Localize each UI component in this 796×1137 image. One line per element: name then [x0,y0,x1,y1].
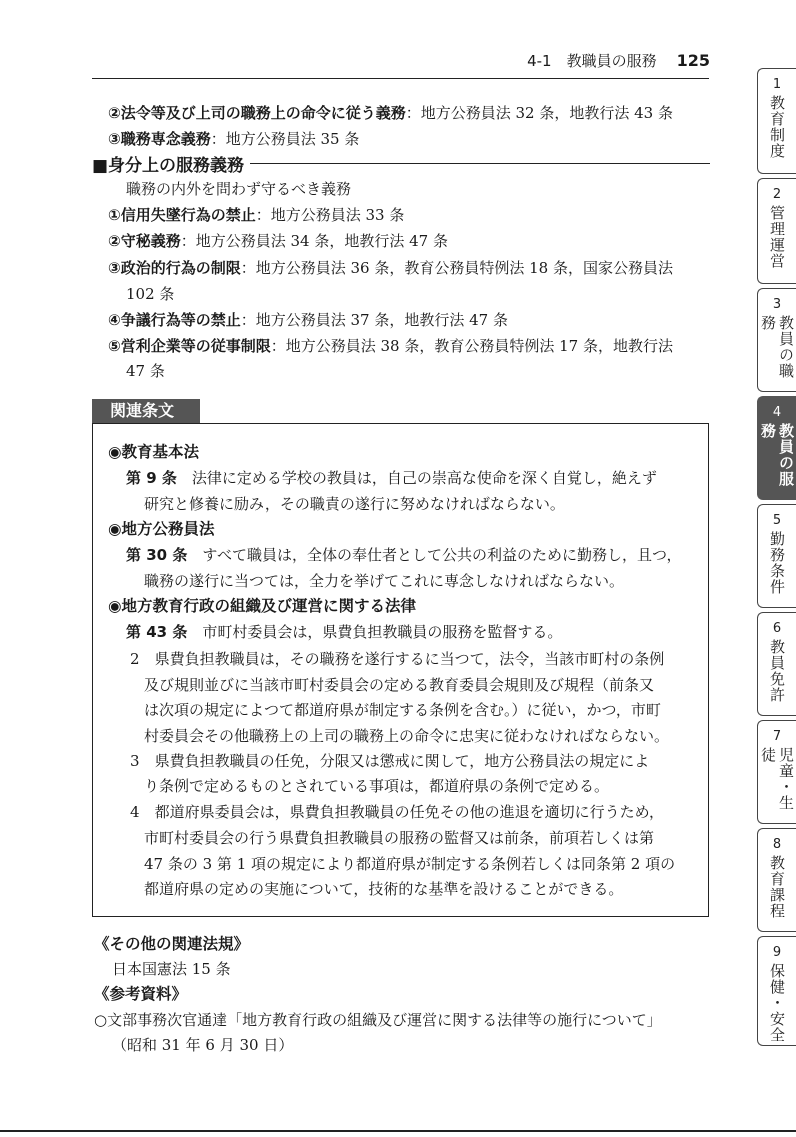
footer-rule [0,1130,796,1132]
chapter-tab-4[interactable]: 4 教員の服務 [757,396,796,500]
related-articles-label: 関連条文 [92,399,200,423]
paragraph-line: 4 都道府県委員会は，県費負担教職員の任免その他の進退を適切に行うため， [130,803,664,821]
duty-item: ③職務専念義務：地方公務員法 35 条 [108,130,360,148]
paragraph-line: は次項の規定によつて都道府県が制定する条例を含む。）に従い，かつ，市町 [144,701,661,719]
law-name: ◉地方教育行政の組織及び運営に関する法律 [108,597,417,615]
chapter-tab-8[interactable]: 8 教育課程 [757,828,796,932]
article-line: 第 43 条 市町村委員会は，県費負担教職員の服務を監督する。 [126,623,563,641]
article-line: 研究と修養に励み，その職責の遂行に努めなければならない。 [144,495,565,513]
paragraph-line: 2 県費負担教職員は，その職務を遂行するに当つて，法令，当該市町村の条例 [130,650,665,668]
status-item: ③政治的行為の制限：地方公務員法 36 条，教育公務員特例法 18 条，国家公務員法 [108,259,673,277]
chapter-tab-5[interactable]: 5 勤務条件 [757,504,796,608]
other-laws-title: 《その他の関連法規》 [94,935,250,953]
status-item: ④争議行為等の禁止：地方公務員法 37 条，地教行法 47 条 [108,311,508,329]
paragraph-line: り条例で定めるものとされている事項は，都道府県の条例で定める。 [144,777,610,795]
status-item-cont: 47 条 [126,362,165,380]
article-line: 職務の遂行に当つては，全力を挙げてこれに専念しなければならない。 [144,572,625,590]
reference-date: （昭和 31 年 6 月 30 日） [112,1036,294,1054]
references-title: 《参考資料》 [94,985,188,1003]
paragraph-line: 市町村委員会の行う県費負担教職員の服務の監督又は前条，前項若しくは第 [144,829,655,847]
page-number: 125 [676,51,710,70]
chapter-tab-7[interactable]: 7 児童・生徒 [757,720,796,824]
running-header [527,50,710,71]
paragraph-line: 及び規則並びに当該市町村委員会の定める教育委員会規則及び規程（前条又 [144,676,655,694]
status-item: ⑤営利企業等の従事制限：地方公務員法 38 条，教育公務員特例法 17 条，地教行法 [108,337,673,355]
chapter-tab-6[interactable]: 6 教員免許 [757,612,796,716]
header-rule [92,78,709,79]
chapter-tab-9[interactable]: 9 保健・安全 [757,936,796,1046]
reference-item: ○文部事務次官通達「地方教育行政の組織及び運営に関する法律等の施行について」 [94,1011,662,1029]
chapter-tab-3[interactable]: 3 教員の職務 [757,288,796,392]
paragraph-line: 村委員会その他職務上の上司の職務上の命令に忠実に従わなければならない。 [144,727,670,745]
status-item-cont: 102 条 [126,285,175,303]
article-line: 第 9 条 法律に定める学校の教員は，自己の崇高な使命を深く自覚し，絶えず [126,469,657,487]
article-line: 第 30 条 すべて職員は，全体の奉仕者として公共の利益のために勤務し，且つ， [126,546,682,564]
status-duties-heading: ■身分上の服務義務 [92,150,710,176]
other-laws-text: 日本国憲法 15 条 [112,960,231,978]
paragraph-line: 都道府県の定めの実施について，技術的な基準を設けることができる。 [144,880,624,898]
paragraph-line: 3 県費負担教職員の任免，分限又は懲戒に関して，地方公務員法の規定によ [130,752,650,770]
law-name: ◉教育基本法 [108,443,200,461]
section-title: 4-1 教職員の服務 [527,52,657,70]
status-item: ①信用失墜行為の禁止：地方公務員法 33 条 [108,206,405,224]
paragraph-line: 47 条の 3 第 1 項の規定により都道府県が制定する条例若しくは同条第 2 項の [144,855,676,873]
duty-item: ②法令等及び上司の職務上の命令に従う義務：地方公務員法 32 条，地教行法 43 条 [108,104,673,122]
status-intro: 職務の内外を問わず守るべき義務 [126,180,352,198]
chapter-tab-1[interactable]: 1 教育制度 [757,68,796,174]
status-item: ②守秘義務：地方公務員法 34 条，地教行法 47 条 [108,232,448,250]
chapter-tab-2[interactable]: 2 管理運営 [757,178,796,284]
law-name: ◉地方公務員法 [108,520,215,538]
